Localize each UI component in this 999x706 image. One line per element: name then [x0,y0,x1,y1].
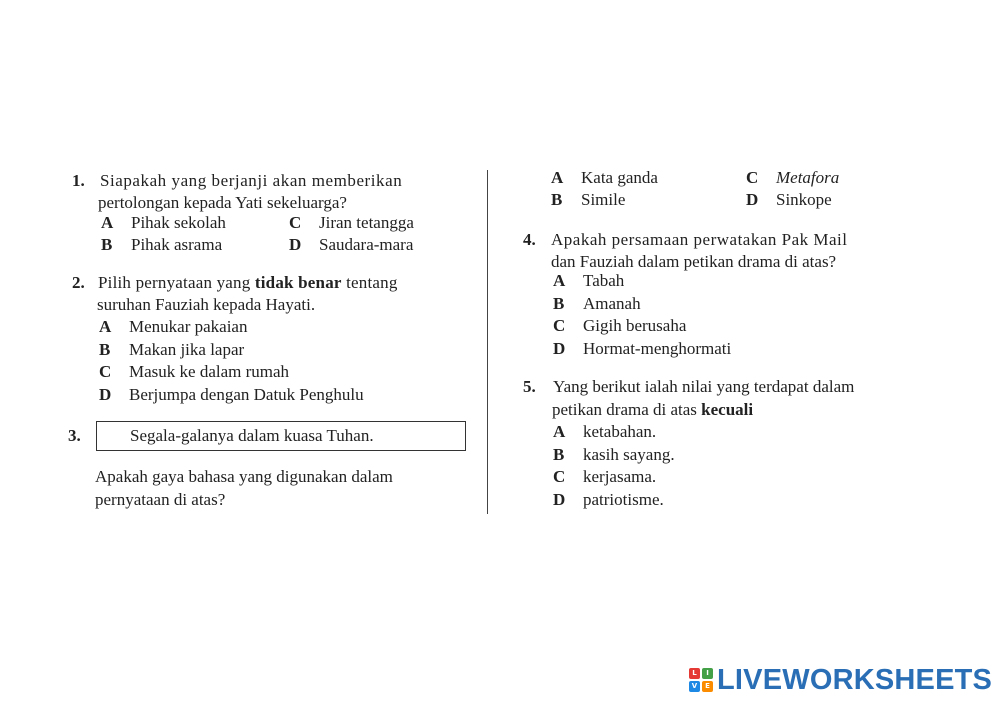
option-c[interactable]: C kerjasama. [553,467,657,486]
question-text: pertolongan kepada Yati sekeluarga? [98,193,347,212]
option-a[interactable]: A Kata ganda [551,168,658,187]
question-text: Pilih pernyataan yang tidak benar tentang [98,273,398,292]
option-c[interactable]: C Metafora [746,168,840,187]
option-b[interactable]: B Amanah [553,294,641,313]
question-text: dan Fauziah dalam petikan drama di atas? [551,252,837,271]
question-number: 1. [72,171,85,190]
logo-tile: V [689,681,700,692]
option-c[interactable]: C Masuk ke dalam rumah [99,362,290,381]
question-text: Siapakah yang berjanji akan memberikan [100,171,403,190]
logo-tile: L [689,668,700,679]
question-number: 3. [68,426,81,445]
question-number: 2. [72,273,85,292]
option-b[interactable]: B Simile [551,190,626,209]
option-d[interactable]: D Hormat-menghormati [553,339,732,358]
option-a[interactable]: A ketabahan. [553,422,657,441]
option-a[interactable]: A Pihak sekolah [101,213,226,232]
question-text: pernyataan di atas? [95,490,226,509]
question-text: Yang berikut ialah nilai yang terdapat dalam [553,377,855,396]
question-text: Apakah gaya bahasa yang digunakan dalam [95,467,393,486]
question-number: 5. [523,377,536,396]
option-c[interactable]: C Gigih berusaha [553,316,687,335]
liveworksheets-logo [689,664,992,696]
option-a[interactable]: A Menukar pakaian [99,317,248,336]
option-a[interactable]: A Tabah [553,271,625,290]
option-d[interactable]: D Saudara-mara [289,235,414,254]
option-b[interactable]: B Makan jika lapar [99,340,245,359]
option-d[interactable]: D Berjumpa dengan Datuk Penghulu [99,385,364,404]
question-text: Apakah persamaan perwatakan Pak Mail [551,230,848,249]
column-divider [487,170,488,514]
option-b[interactable]: B Pihak asrama [101,235,223,254]
option-d[interactable]: D Sinkope [746,190,832,209]
question-number: 4. [523,230,536,249]
liveworksheets-logo-icon [689,668,713,692]
question-text: suruhan Fauziah kepada Hayati. [97,295,316,314]
logo-tile: E [702,681,713,692]
logo-tile: I [702,668,713,679]
option-c[interactable]: C Jiran tetangga [289,213,414,232]
brand-name: LIVEWORKSHEETS [717,663,993,696]
question-text: petikan drama di atas kecuali [552,400,754,419]
option-d[interactable]: D patriotisme. [553,490,664,509]
quote-box: Segala-galanya dalam kuasa Tuhan. [96,421,466,451]
option-b[interactable]: B kasih sayang. [553,445,675,464]
